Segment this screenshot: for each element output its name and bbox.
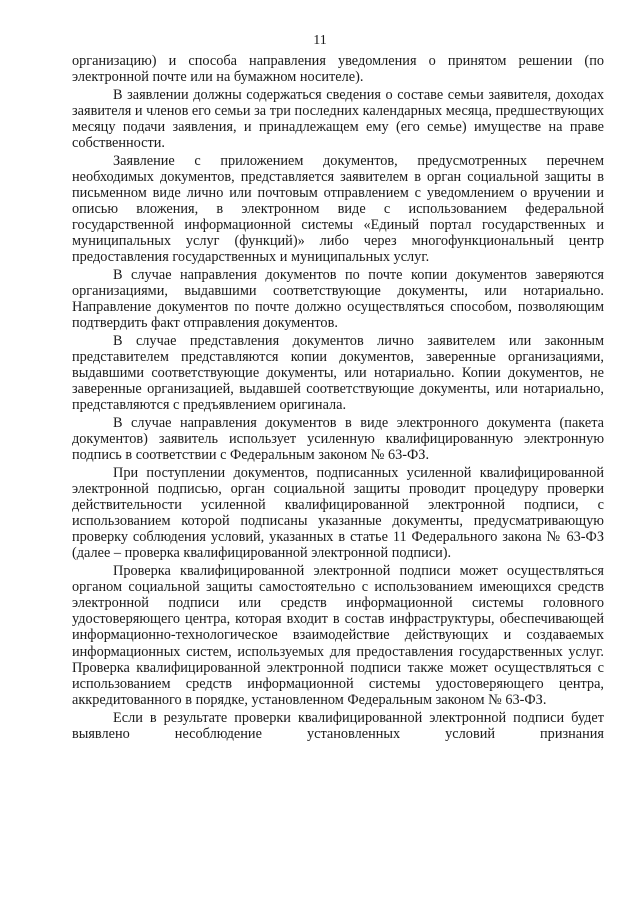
paragraph-verification-means: Проверка квалифицированной электронной подписи может осуществляться органом социальной защиты самостоятельно с использованием имеющихся средств электронной подписи или средств информационной системы головного удостоверяющего центра, которая входит в состав инфраструктуры, обеспечивающей информационно-технологическое взаимодействие действующих и создаваемых информационных систем, используемых для предоставления государственных услуг. Проверка квалифицированной электронной подписи также может осуществляться с использованием средств информационной системы удостоверяющего центра, аккредитованного в порядке, установленном Федеральным законом № 63-ФЗ. (72, 563, 604, 708)
paragraph-verification-failure: Если в результате проверки квалифицированной электронной подписи будет выявлено несоблюдение установленных условий признания (72, 709, 604, 742)
paragraph-application-contents: В заявлении должны содержаться сведения о составе семьи заявителя, доходах заявителя и членов его семьи за три последних календарных месяца, предшествующих месяцу подачи заявления, и принадлежащем ему (его семье) имуществе на праве собственности. (72, 86, 604, 152)
page-number: 11 (313, 33, 327, 48)
paragraph-continuation: организацию) и способа направления уведомления о принятом решении (по электронной почте или на бумажном носителе). (72, 53, 604, 86)
paragraph-signature-verification: При поступлении документов, подписанных усиленной квалифицированной электронной подписью, орган социальной защиты проводит процедуру проверки действительности усиленной квалифицированной электронной подписи, с использованием которой подписаны указанные документы, предусматривающую проверку соблюдения условий, указанных в статье 11 Федерального закона № 63-ФЗ (далее – проверка квалифицированной электронной подписи). (72, 464, 604, 562)
document-body (72, 53, 604, 743)
paragraph-postal-submission: В случае направления документов по почте копии документов заверяются организациями, выдавшими соответствующие документы, или нотариально. Направление документов по почте должно осуществляться способом, позволяющим подтвердить факт отправления документов. (72, 267, 604, 332)
paragraph-personal-submission: В случае представления документов лично заявителем или законным представителем представляются копии документов, заверенные организациями, выдавшими соответствующие документы, или нотариально. Копии документов, не заверенные организацией, выдавшей соответствующие документы, или нотариально, представляются с предъявлением оригинала. (72, 332, 604, 414)
paragraph-submission-methods: Заявление с приложением документов, предусмотренных перечнем необходимых документов, представляется заявителем в орган социальной защиты в письменном виде лично или почтовым отправлением с уведомлением о вручении и описью вложения, в электронном виде с использованием федеральной государственной информационной системы «Единый портал государственных и муниципальных услуг (функций)» либо через многофункциональный центр предоставления государственных и муниципальных услуг. (72, 152, 604, 266)
paragraph-electronic-submission: В случае направления документов в виде электронного документа (пакета документов) заявитель использует усиленную квалифицированную электронную подпись в соответствии с Федеральным законом № 63-ФЗ. (72, 415, 604, 464)
